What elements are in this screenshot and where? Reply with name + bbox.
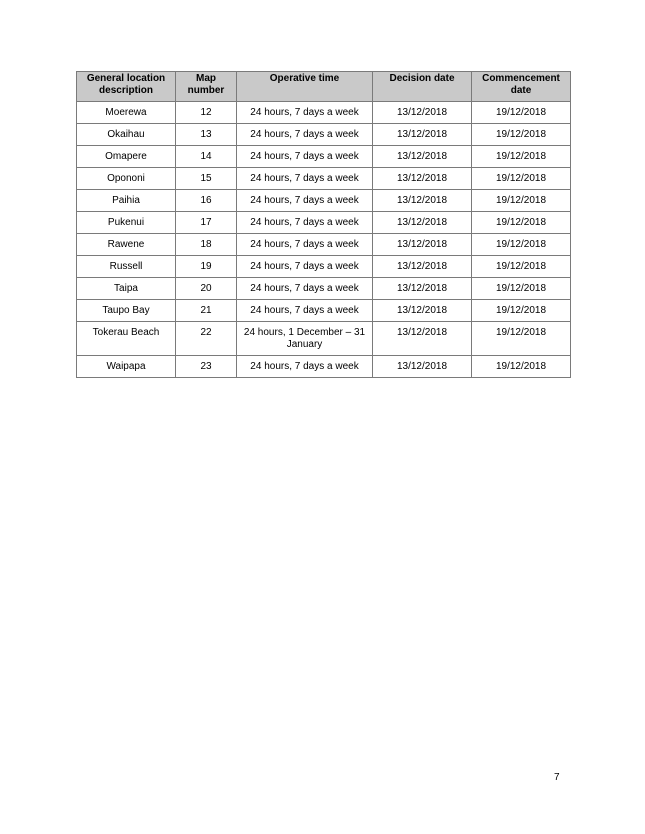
- header-map-number: Map number: [176, 72, 237, 102]
- table-row: [77, 190, 571, 212]
- location-cell: Waipapa: [77, 356, 176, 378]
- decision-date-cell: 13/12/2018: [373, 300, 472, 322]
- commencement-date-cell: 19/12/2018: [472, 278, 571, 300]
- table-row: [77, 234, 571, 256]
- operative-time-cell: 24 hours, 7 days a week: [237, 278, 373, 300]
- map-number-cell: 17: [176, 212, 237, 234]
- table-row: [77, 322, 571, 356]
- map-number-cell: 13: [176, 124, 237, 146]
- decision-date-cell: 13/12/2018: [373, 146, 472, 168]
- decision-date-cell: 13/12/2018: [373, 102, 472, 124]
- map-number-cell: 22: [176, 322, 237, 356]
- operative-time-cell: 24 hours, 7 days a week: [237, 234, 373, 256]
- commencement-date-cell: 19/12/2018: [472, 256, 571, 278]
- decision-date-cell: 13/12/2018: [373, 190, 472, 212]
- decision-date-cell: 13/12/2018: [373, 278, 472, 300]
- location-cell: Paihia: [77, 190, 176, 212]
- map-number-cell: 18: [176, 234, 237, 256]
- map-number-cell: 23: [176, 356, 237, 378]
- location-cell: Opononi: [77, 168, 176, 190]
- commencement-date-cell: 19/12/2018: [472, 124, 571, 146]
- location-schedule-table: [76, 71, 571, 378]
- decision-date-cell: 13/12/2018: [373, 356, 472, 378]
- decision-date-cell: 13/12/2018: [373, 234, 472, 256]
- location-cell: Tokerau Beach: [77, 322, 176, 356]
- location-cell: Russell: [77, 256, 176, 278]
- decision-date-cell: 13/12/2018: [373, 256, 472, 278]
- header-commencement-date: Commencement date: [472, 72, 571, 102]
- location-cell: Okaihau: [77, 124, 176, 146]
- header-operative-time: Operative time: [237, 72, 373, 102]
- commencement-date-cell: 19/12/2018: [472, 212, 571, 234]
- commencement-date-cell: 19/12/2018: [472, 356, 571, 378]
- map-number-cell: 15: [176, 168, 237, 190]
- decision-date-cell: 13/12/2018: [373, 322, 472, 356]
- operative-time-cell: 24 hours, 7 days a week: [237, 168, 373, 190]
- location-cell: Taipa: [77, 278, 176, 300]
- commencement-date-cell: 19/12/2018: [472, 168, 571, 190]
- table-body: [77, 102, 571, 378]
- commencement-date-cell: 19/12/2018: [472, 300, 571, 322]
- table-row: [77, 300, 571, 322]
- page-number: 7: [554, 772, 560, 783]
- table-row: [77, 124, 571, 146]
- commencement-date-cell: 19/12/2018: [472, 322, 571, 356]
- table-row: [77, 278, 571, 300]
- decision-date-cell: 13/12/2018: [373, 168, 472, 190]
- table-row: [77, 256, 571, 278]
- location-cell: Rawene: [77, 234, 176, 256]
- operative-time-cell: 24 hours, 7 days a week: [237, 212, 373, 234]
- map-number-cell: 16: [176, 190, 237, 212]
- location-cell: Pukenui: [77, 212, 176, 234]
- table-header-row: [77, 72, 571, 102]
- commencement-date-cell: 19/12/2018: [472, 234, 571, 256]
- location-cell: Taupo Bay: [77, 300, 176, 322]
- header-general-location: General location description: [77, 72, 176, 102]
- commencement-date-cell: 19/12/2018: [472, 190, 571, 212]
- operative-time-cell: 24 hours, 7 days a week: [237, 256, 373, 278]
- map-number-cell: 20: [176, 278, 237, 300]
- commencement-date-cell: 19/12/2018: [472, 102, 571, 124]
- table-row: [77, 102, 571, 124]
- operative-time-cell: 24 hours, 7 days a week: [237, 190, 373, 212]
- commencement-date-cell: 19/12/2018: [472, 146, 571, 168]
- operative-time-cell: 24 hours, 1 December – 31 January: [237, 322, 373, 356]
- decision-date-cell: 13/12/2018: [373, 212, 472, 234]
- operative-time-cell: 24 hours, 7 days a week: [237, 300, 373, 322]
- map-number-cell: 14: [176, 146, 237, 168]
- operative-time-cell: 24 hours, 7 days a week: [237, 146, 373, 168]
- table-row: [77, 212, 571, 234]
- operative-time-cell: 24 hours, 7 days a week: [237, 102, 373, 124]
- location-cell: Omapere: [77, 146, 176, 168]
- decision-date-cell: 13/12/2018: [373, 124, 472, 146]
- operative-time-cell: 24 hours, 7 days a week: [237, 356, 373, 378]
- table-row: [77, 146, 571, 168]
- header-decision-date: Decision date: [373, 72, 472, 102]
- map-number-cell: 19: [176, 256, 237, 278]
- table-row: [77, 168, 571, 190]
- map-number-cell: 12: [176, 102, 237, 124]
- map-number-cell: 21: [176, 300, 237, 322]
- operative-time-cell: 24 hours, 7 days a week: [237, 124, 373, 146]
- table-row: [77, 356, 571, 378]
- location-cell: Moerewa: [77, 102, 176, 124]
